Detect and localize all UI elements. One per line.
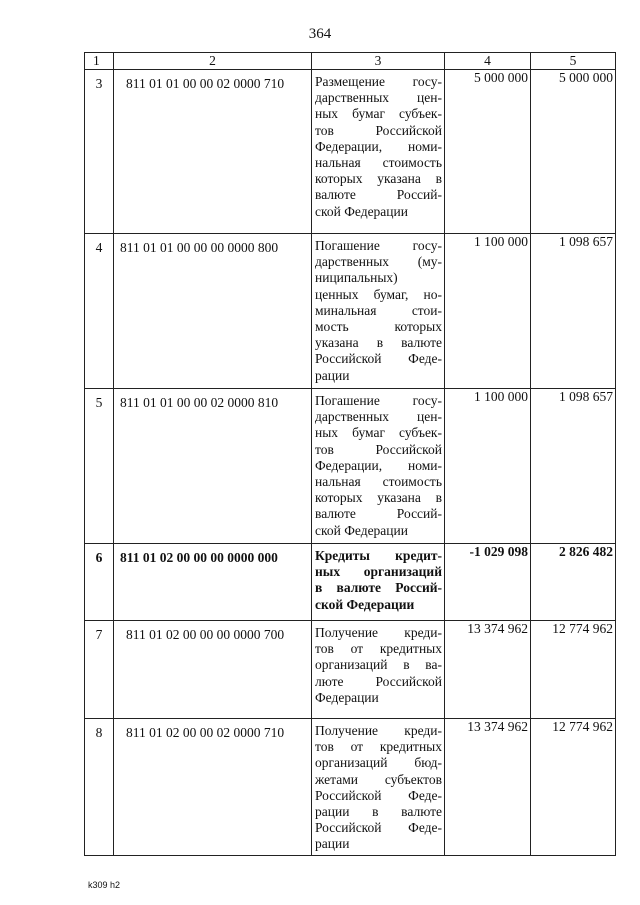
table-row — [85, 234, 616, 389]
description-line: Федерации, номи- — [315, 457, 442, 473]
description-line: нальная стоимость — [315, 155, 442, 171]
description-line: ных организаций — [315, 564, 442, 580]
row-number: 7 — [85, 621, 114, 719]
budget-code: 811 01 02 00 00 02 0000 710 — [114, 719, 312, 856]
description-line: валюте Россий- — [315, 506, 442, 522]
row-number: 4 — [85, 234, 114, 389]
description — [312, 719, 445, 856]
amount-col4: 13 374 962 — [445, 719, 531, 856]
description-line: которых указана в — [315, 171, 442, 187]
budget-table — [84, 52, 616, 856]
amount-col4: 1 100 000 — [445, 389, 531, 544]
description — [312, 234, 445, 389]
description-line: Российской Феде- — [315, 351, 442, 367]
header-cell-4: 4 — [445, 53, 531, 70]
description-line: тов от кредитных — [315, 739, 442, 755]
table-row — [85, 70, 616, 234]
description — [312, 70, 445, 234]
header-row — [85, 53, 616, 70]
budget-code: 811 01 02 00 00 00 0000 700 — [114, 621, 312, 719]
description-line: Погашение госу- — [315, 238, 442, 253]
description-line: ценных бумаг, но- — [315, 286, 442, 302]
description-line: жетами субъектов — [315, 771, 442, 787]
description-line: валюте Россий- — [315, 187, 442, 203]
description-line: в валюте Россий- — [315, 580, 442, 596]
description-line: которых указана в — [315, 490, 442, 506]
row-number: 5 — [85, 389, 114, 544]
table-row — [85, 544, 616, 621]
amount-col5: 1 098 657 — [531, 389, 616, 544]
amount-col5: 5 000 000 — [531, 70, 616, 234]
amount-col4: -1 029 098 — [445, 544, 531, 621]
budget-code: 811 01 01 00 00 02 0000 810 — [114, 389, 312, 544]
description-line: Российской Феде- — [315, 820, 442, 836]
description-line: рации в валюте — [315, 804, 442, 820]
amount-col4: 1 100 000 — [445, 234, 531, 389]
description-line: рации — [315, 367, 350, 383]
description-line: ных бумаг субъек- — [315, 425, 442, 441]
header-cell-3: 3 — [312, 53, 445, 70]
header-cell-2: 2 — [114, 53, 312, 70]
description-line: Федерации — [315, 689, 379, 705]
description-line: ской Федерации — [315, 203, 408, 219]
description-line: ниципальных) — [315, 270, 398, 286]
amount-col5: 12 774 962 — [531, 719, 616, 856]
description-line: рации — [315, 836, 350, 852]
description-line: Федерации, номи- — [315, 138, 442, 154]
row-number: 6 — [85, 544, 114, 621]
budget-code: 811 01 01 00 00 02 0000 710 — [114, 70, 312, 234]
description-line: ных бумаг субъек- — [315, 106, 442, 122]
description-line: минальная стои- — [315, 302, 442, 318]
description-line: организаций бюд- — [315, 755, 442, 771]
row-number: 8 — [85, 719, 114, 856]
description-line: тов от кредитных — [315, 641, 442, 657]
description-line: указана в валюте — [315, 335, 442, 351]
description-line: Российской Феде- — [315, 787, 442, 803]
description-line: дарственных (му- — [315, 254, 442, 270]
description — [312, 389, 445, 544]
amount-col4: 5 000 000 — [445, 70, 531, 234]
table-row — [85, 621, 616, 719]
budget-code: 811 01 02 00 00 00 0000 000 — [114, 544, 312, 621]
header-cell-5: 5 — [531, 53, 616, 70]
description-line: тов Российской — [315, 441, 442, 457]
description-line: дарственных цен- — [315, 409, 442, 425]
description-line: ской Федерации — [315, 522, 408, 538]
budget-code: 811 01 01 00 00 00 0000 800 — [114, 234, 312, 389]
amount-col5: 1 098 657 — [531, 234, 616, 389]
description-line: Размещение госу- — [315, 74, 442, 89]
header-cell-1: 1 — [85, 53, 114, 70]
amount-col5: 12 774 962 — [531, 621, 616, 719]
description-line: Кредиты кредит- — [315, 548, 442, 563]
description-line: ской Федерации — [315, 596, 415, 612]
description-line: люте Российской — [315, 673, 442, 689]
description-line: организаций в ва- — [315, 657, 442, 673]
page-number: 364 — [308, 26, 332, 42]
description-line: тов Российской — [315, 122, 442, 138]
description-line: нальная стоимость — [315, 474, 442, 490]
table-row — [85, 719, 616, 856]
description-line: Получение креди- — [315, 625, 442, 640]
description-line: Получение креди- — [315, 723, 442, 738]
amount-col5: 2 826 482 — [531, 544, 616, 621]
footer-note: k309 h2 — [88, 880, 121, 890]
description — [312, 621, 445, 719]
row-number: 3 — [85, 70, 114, 234]
description — [312, 544, 445, 621]
description-line: Погашение госу- — [315, 393, 442, 408]
table-row — [85, 389, 616, 544]
description-line: мость которых — [315, 319, 442, 335]
description-line: дарственных цен- — [315, 90, 442, 106]
amount-col4: 13 374 962 — [445, 621, 531, 719]
